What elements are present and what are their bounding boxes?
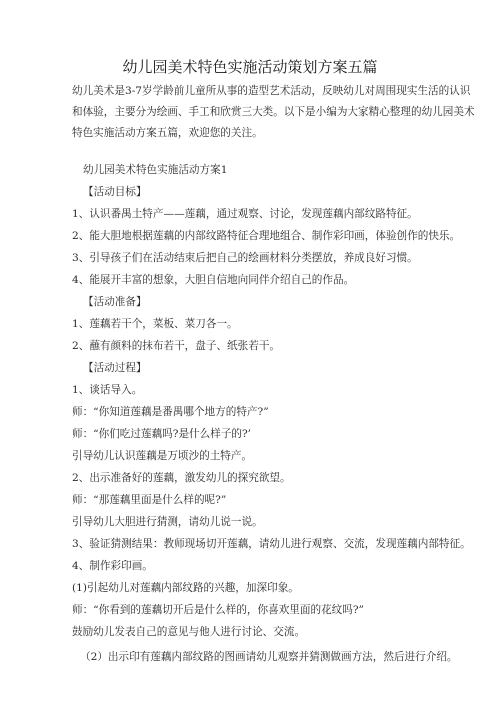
- body-line: 2、蘸有颜料的抹布若干，盘子、纸张若干。: [72, 340, 281, 352]
- body-line: 师：“你知道莲藕是番禺哪个地方的特产?”: [72, 406, 269, 418]
- body-line: 师：“那莲藕里面是什么样的呢?”: [72, 494, 227, 506]
- body-line: 师：“你看到的莲藕切开后是什么样的，你喜欢里面的花纹吗?”: [72, 604, 364, 616]
- body-line: 4、制作彩印画。: [72, 560, 153, 572]
- intro-line: 特色实施活动方案五篇，欢迎您的关注。: [72, 127, 263, 139]
- body-line: 2、出示准备好的莲藕，激发幼儿的探究欲望。: [72, 472, 291, 484]
- body-line: 1、谈话导入。: [72, 384, 143, 396]
- intro-line: 幼儿美术是3-7岁学龄前儿童所从事的造型艺术活动，反映幼儿对周围现实生活的认识: [72, 85, 471, 97]
- body-line: 4、能展开丰富的想象，大胆自信地向同伴介绍自己的作品。: [72, 274, 355, 286]
- body-line: 引导幼儿认识莲藕是万顷沙的土特产。: [72, 450, 253, 462]
- body-line: （2）出示印有莲藕内部纹路的图画请幼儿观察并猜测做画方法，然后进行介绍。: [80, 651, 458, 663]
- subsection-heading: 【活动目标】: [83, 186, 147, 198]
- body-line: 1、莲藕若干个，菜板、菜刀各一。: [72, 318, 238, 330]
- subsection-heading: 【活动准备】: [83, 296, 147, 308]
- document-title: 幼儿园美术特色实施活动策划方案五篇: [122, 58, 378, 76]
- body-line: (1)引起幼儿对莲藕内部纹路的兴趣，加深印象。: [72, 582, 299, 594]
- subsection-heading: 【活动过程】: [83, 362, 147, 374]
- body-line: 2、能大胆地根据莲藕的内部纹路特征合理地组合、制作彩印画，体验创作的快乐。: [72, 230, 461, 242]
- body-line: 鼓励幼儿发表自己的意见与他人进行讨论、交流。: [72, 626, 306, 638]
- section-heading: 幼儿园美术特色实施活动方案1: [83, 164, 228, 176]
- body-line: 3、验证猜测结果：教师现场切开莲藕，请幼儿进行观察、交流，发现莲藕内部特征。: [72, 538, 471, 550]
- body-line: 引导幼儿大胆进行猜测，请幼儿说一说。: [72, 516, 263, 528]
- body-line: 1、认识番禺土特产——莲藕，通过观察、讨论，发现莲藕内部纹路特征。: [72, 208, 418, 220]
- body-line: 3、引导孩子们在活动结束后把自己的绘画材料分类摆放，养成良好习惯。: [72, 252, 418, 264]
- intro-line: 和体验，主要分为绘画、手工和欣赏三大类。以下是小编为大家精心整理的幼儿园美术: [72, 106, 475, 118]
- body-line: 师：“你们吃过莲藕吗?是什么样子的?’: [72, 428, 252, 440]
